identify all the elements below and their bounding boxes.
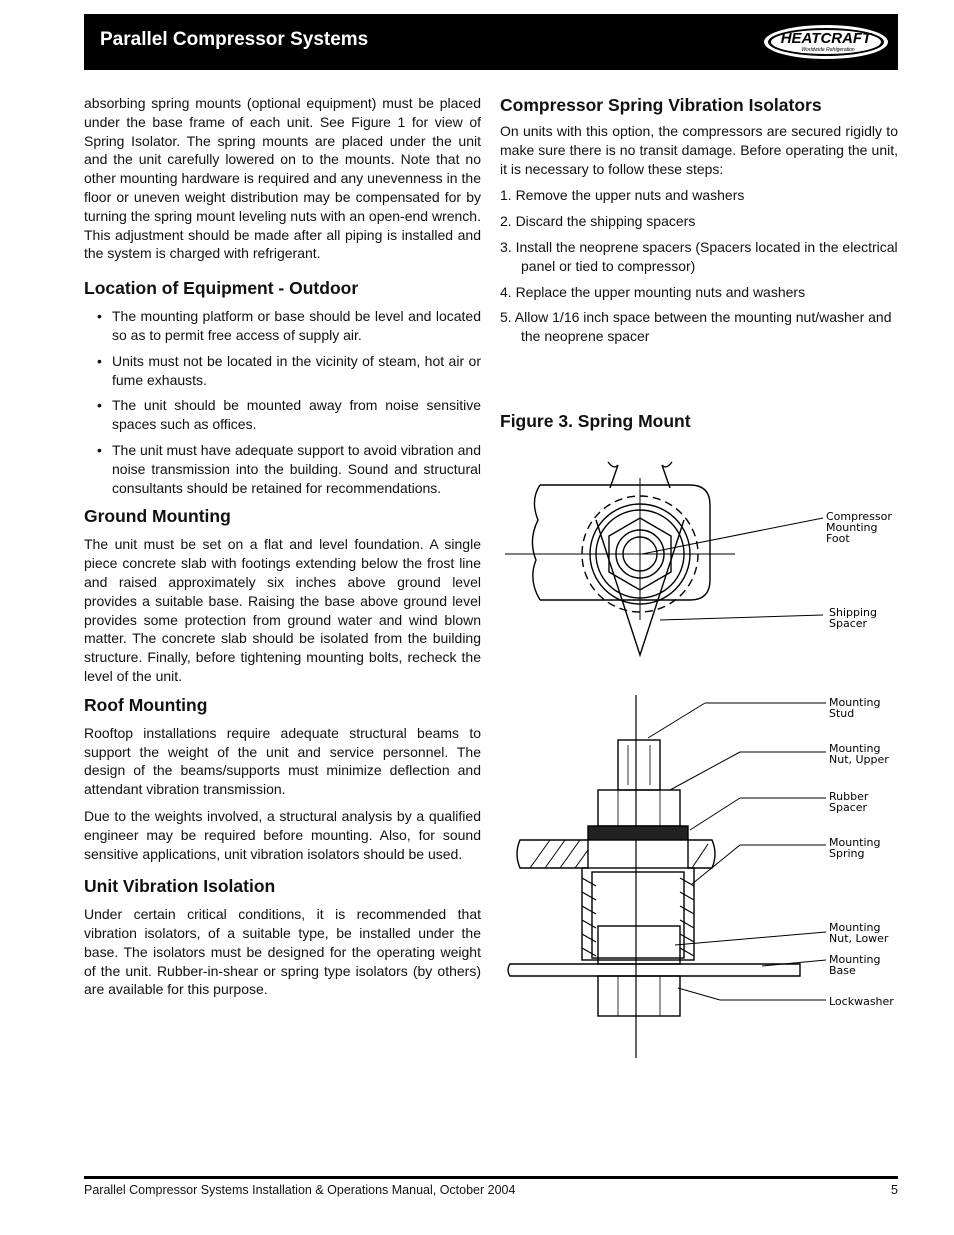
footer-text: Parallel Compressor Systems Installation & Operations Manual, October 2004 — [84, 1183, 516, 1197]
label-stud-1: Mounting — [829, 696, 881, 709]
logo-text: HEATCRAFT — [780, 30, 872, 47]
outdoor-bullet-list — [84, 307, 481, 497]
label-nut-lower-1: Mounting — [829, 921, 881, 934]
label-rubber-2: Spacer — [829, 801, 868, 814]
bullet-item: • The unit must have adequate support to avoid vibration and noise transmission into the building. Sound and structural consultants should be retained for recommendations. — [97, 441, 481, 496]
left-column — [84, 94, 481, 1007]
leader-lines — [648, 703, 826, 1000]
step-item: 4. Replace the upper mounting nuts and washers — [500, 283, 806, 300]
step-item: 3. Install the neoprene spacers (Spacers located in the electrical panel or tied to compressor) — [500, 238, 898, 274]
steps-list — [500, 186, 898, 346]
bullet-icon: • — [97, 308, 102, 325]
label-stud-2: Stud — [829, 707, 855, 720]
logo-tagline: Worldwide Refrigeration — [801, 47, 855, 53]
side-view-diagram — [508, 695, 894, 1058]
label-foot-3: Foot — [826, 532, 850, 545]
spring-mount-figure — [500, 440, 900, 1070]
roof-heading: Roof Mounting — [84, 694, 208, 715]
bullet-item: • The unit should be mounted away from noise sensitive spaces such as offices. — [97, 397, 481, 433]
label-spring-2: Spring — [829, 847, 865, 860]
intro-paragraph: absorbing spring mounts (optional equipment) must be placed under the base frame of each unit. See Figure 1 for view of Spring Isolator. The spring mounts are placed under the unit and the unit carefully lowered on to the mounts. Note that no other mounting hardware is required and any unevenness in the floor or uneven weight distribution may be compensated for by turning the spring mount leveling nuts with an open-end wrench. This adjustment should be made after all piping is installed and the system is charged with refrigerant. — [84, 95, 481, 262]
label-spacer-2: Spacer — [829, 617, 868, 630]
label-foot-2: Mounting — [826, 521, 878, 534]
isolators-heading: Compressor Spring Vibration Isolators — [500, 95, 822, 115]
bullet-item: • Units must not be located in the vicinity of steam, hot air or fume exhausts. — [97, 352, 481, 388]
bullet-icon: • — [97, 352, 102, 369]
step-item: 1. Remove the upper nuts and washers — [500, 187, 745, 204]
vibration-heading: Unit Vibration Isolation — [84, 876, 276, 897]
spring-coils — [582, 878, 694, 956]
roof-paragraph-2: Due to the weights involved, a structural analysis by a qualified engineer may be required before mounting. Also, for sound sensitive applications, unit vibration isolators should be used. — [84, 807, 481, 862]
label-spring-1: Mounting — [829, 836, 881, 849]
label-base-1: Mounting — [829, 953, 881, 966]
top-view-diagram — [505, 462, 892, 655]
label-lockwasher: Lockwasher — [829, 995, 894, 1008]
isolators-intro: On units with this option, the compressors are secured rigidly to make sure there is no transit damage. Before operating the unit, it is necessary to follow these steps: — [500, 123, 898, 177]
ground-paragraph: The unit must be set on a flat and level foundation. A single piece concrete slab with footings extending below the frost line and raised approximately six inches above ground level provides a suitable base. Raising the base above ground level provides some protection from ground water and wind blown matter. The concrete slab should be isolated from the building structure. Finally, before tightening mounting bolts, recheck the level of the unit. — [84, 536, 481, 684]
label-nut-upper-2: Nut, Upper — [829, 753, 889, 766]
roof-paragraph-1: Rooftop installations require adequate structural beams to support the weight of the unit and service personnel. The design of the beams/supports must minimize deflection and attendant vibration transmission. — [84, 724, 481, 798]
heatcraft-logo — [762, 22, 890, 62]
label-nut-lower-2: Nut, Lower — [829, 932, 889, 945]
page-number: 5 — [891, 1183, 898, 1197]
bullet-icon: • — [97, 397, 102, 414]
header-title: Parallel Compressor Systems — [100, 29, 369, 50]
label-rubber-1: Rubber — [829, 790, 869, 803]
ground-heading: Ground Mounting — [84, 506, 231, 527]
step-item: 2. Discard the shipping spacers — [500, 213, 696, 230]
footer-rule — [84, 1176, 898, 1179]
label-nut-upper-1: Mounting — [829, 742, 881, 755]
step-item: 5. Allow 1/16 inch space between the mounting nut/washer and the neoprene spacer — [500, 309, 892, 345]
label-base-2: Base — [829, 964, 856, 977]
outdoor-heading: Location of Equipment - Outdoor — [84, 278, 359, 299]
figure-title: Figure 3. Spring Mount — [500, 411, 691, 431]
bullet-icon: • — [97, 441, 102, 458]
vibration-paragraph: Under certain critical conditions, it is recommended that vibration isolators, of a suitable type, be installed under the base. The isolators must be designed for the operating weight of the unit. Rubber-in-shear or spring type isolators (by others) are available for this purpose. — [84, 906, 481, 998]
label-spacer-1: Shipping — [829, 606, 877, 619]
right-column — [500, 94, 898, 353]
label-foot-1: Compressor — [826, 510, 892, 523]
page-header — [84, 14, 898, 70]
hatching — [530, 840, 708, 868]
bullet-item: • The mounting platform or base should be level and located so as to permit free access of supply air. — [97, 308, 481, 343]
